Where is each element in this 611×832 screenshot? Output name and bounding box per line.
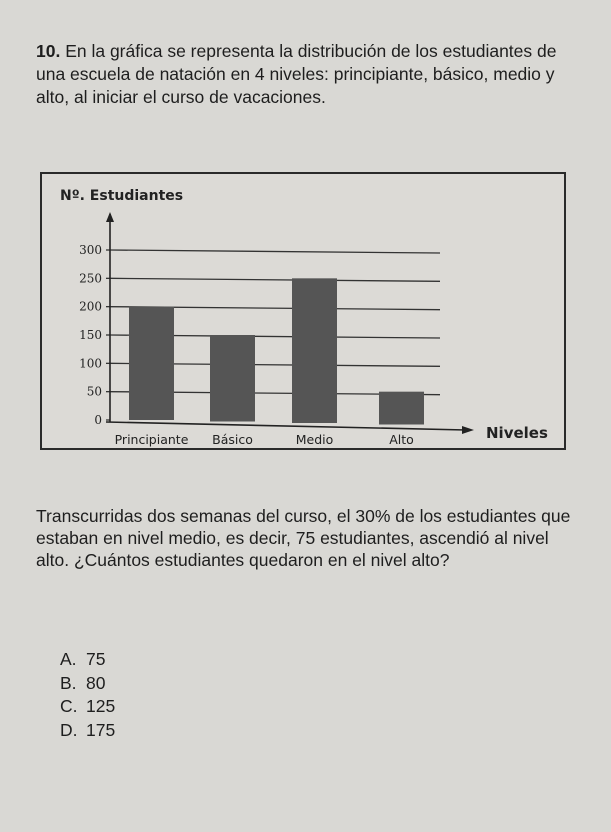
bar-alto <box>379 392 424 425</box>
option-letter: A. <box>60 649 77 669</box>
option-value: 80 <box>86 672 106 693</box>
gridline <box>110 250 440 253</box>
option-a[interactable] <box>60 648 115 672</box>
x-tick-label: Principiante <box>114 432 189 447</box>
option-letter: C. <box>60 696 78 716</box>
answer-options <box>60 648 115 742</box>
option-value: 75 <box>86 649 106 669</box>
gridline <box>110 278 440 281</box>
bar-básico <box>210 335 255 422</box>
bar-medio <box>292 278 337 423</box>
option-b[interactable] <box>60 672 115 696</box>
y-axis-label: Nº. Estudiantes <box>60 188 184 204</box>
question-number: 10. <box>36 41 61 61</box>
x-tick-label: Básico <box>212 432 253 447</box>
question-header <box>36 40 576 109</box>
x-axis-label: Niveles <box>486 424 548 442</box>
option-d[interactable] <box>60 719 115 743</box>
option-c[interactable] <box>60 695 115 719</box>
option-letter: D. <box>60 719 78 740</box>
bar-principiante <box>129 307 174 420</box>
y-tick-label: 0 <box>94 413 102 427</box>
y-tick-label: 150 <box>79 328 102 342</box>
y-tick-label: 250 <box>79 271 102 286</box>
y-tick-label: 300 <box>79 243 102 257</box>
chart-svg <box>42 174 564 448</box>
problem-paragraph: Transcurridas dos semanas del curso, el 30% de los estudiantes que estaban en nivel medio, es decir, 75 estudiantes, ascendió al nivel alto. ¿Cuántos estudiantes quedaron en el nivel alto? <box>36 506 571 570</box>
bar-chart <box>40 172 566 450</box>
x-tick-label: Medio <box>295 432 334 447</box>
y-tick-label: 50 <box>86 384 102 399</box>
option-value: 175 <box>86 719 116 740</box>
y-axis-arrow-icon <box>106 212 114 222</box>
option-value: 125 <box>86 696 116 716</box>
question-text: En la gráfica se representa la distribución de los estudiantes de una escuela de natación en 4 niveles: principiante, básico, medio y alto, al iniciar el curso de vacaciones. <box>36 41 557 107</box>
option-letter: B. <box>60 672 77 693</box>
y-tick-label: 100 <box>79 356 102 371</box>
x-tick-label: Alto <box>389 432 414 447</box>
y-tick-label: 200 <box>79 299 102 314</box>
x-axis-arrow-icon <box>462 426 474 434</box>
